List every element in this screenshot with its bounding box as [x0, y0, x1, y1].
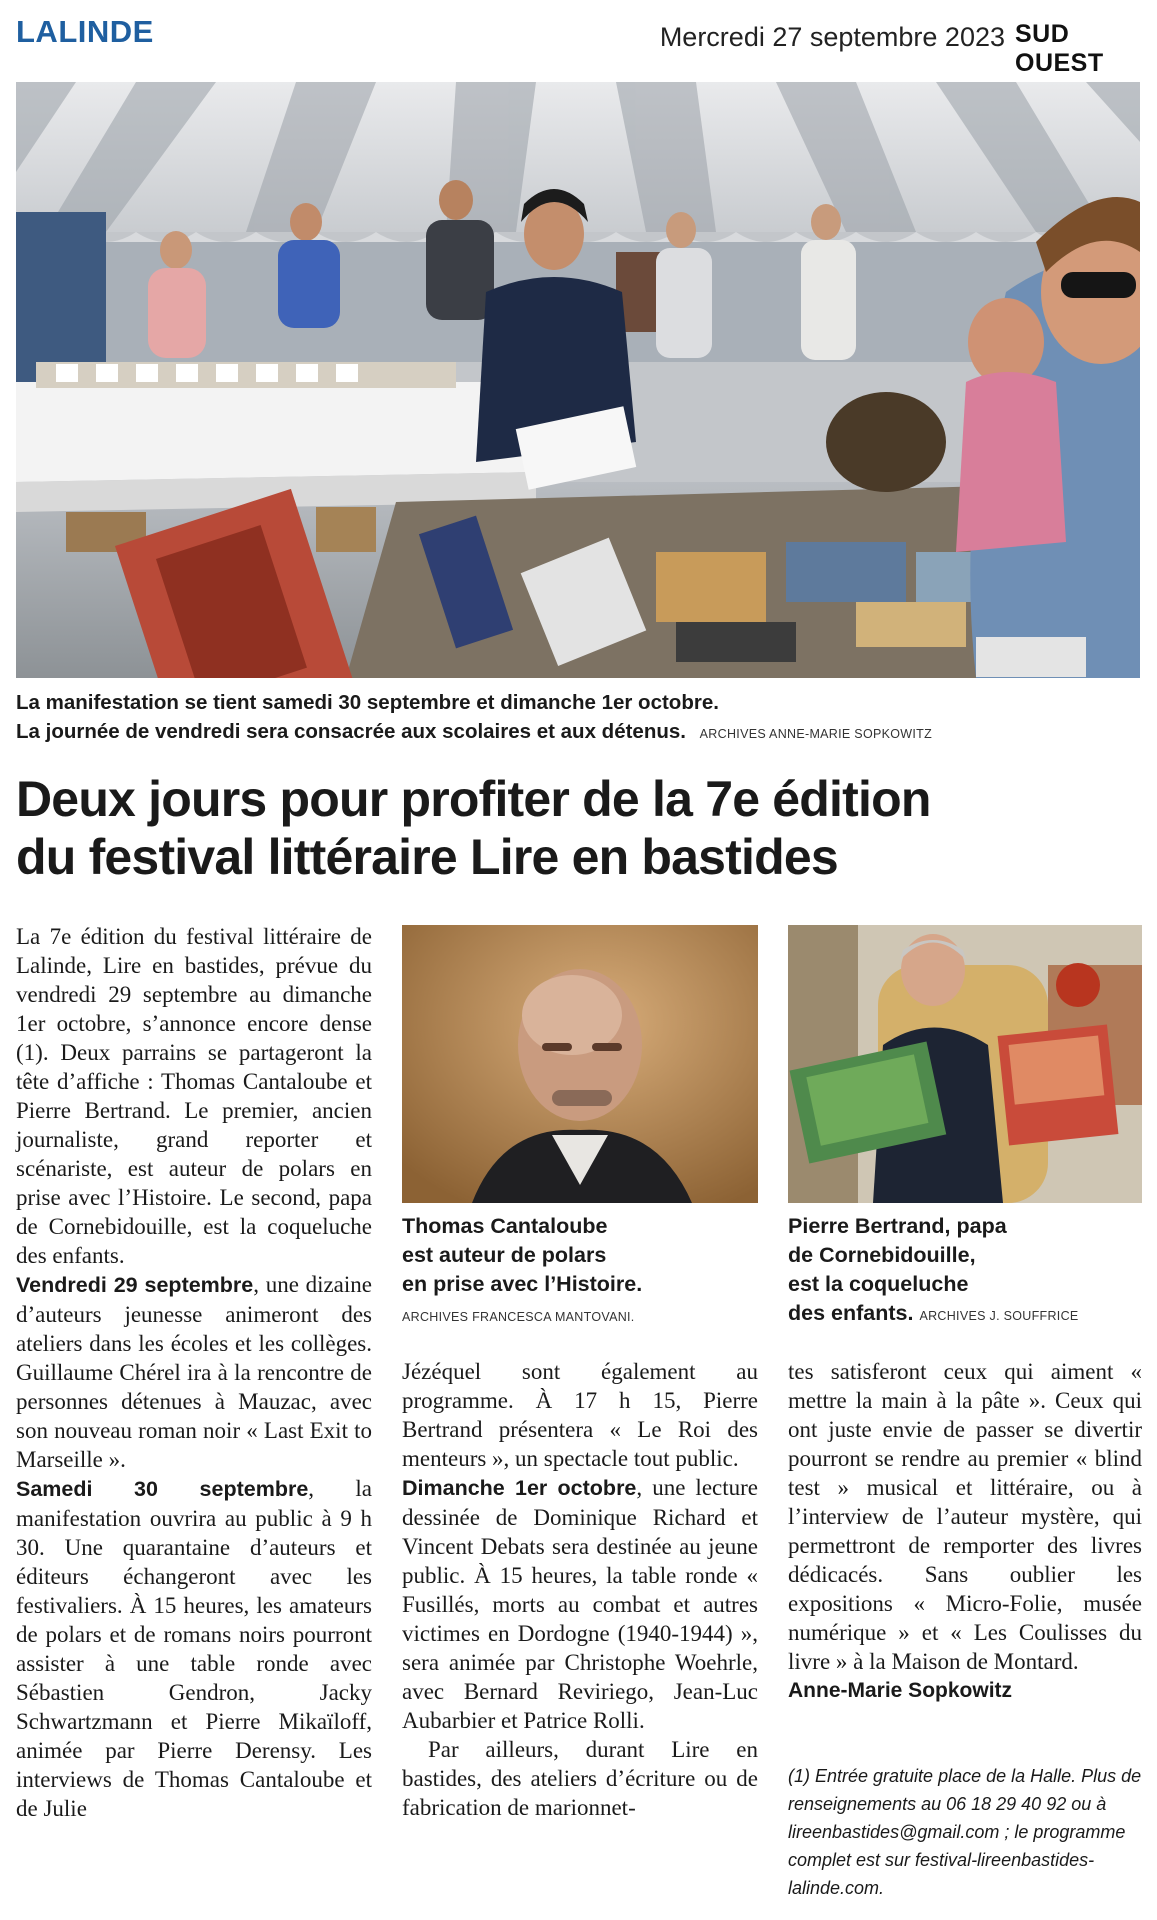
portrait2-caption-line-3: est la coqueluche	[788, 1272, 969, 1296]
section-title: LALINDE	[16, 14, 154, 49]
headline-line-1: Deux jours pour profiter de la 7e édition	[16, 771, 931, 827]
main-photo	[16, 82, 1140, 678]
column1-paragraph-2	[16, 1270, 372, 1474]
portrait1-caption-line-3: en prise avec l’Histoire.	[402, 1272, 643, 1296]
headline-line-2: du festival littéraire Lire en bastides	[16, 829, 838, 885]
article-column-2	[402, 1357, 758, 1822]
portrait2-caption	[788, 1212, 1142, 1331]
column2-paragraph-2	[402, 1473, 758, 1735]
column1-text-friday: , une dizaine d’auteurs jeunesse animeront des ateliers dans les écoles et les collèges. Guillaume Chérel ira à la rencontre de personnes détenues à Mauzac, avec son nouveau roman noir « Last Exit to Marseille ».	[16, 1272, 372, 1472]
article-footnote: (1) Entrée gratuite place de la Halle. Plus de renseignements au 06 18 29 40 92 ou à lireenbastides@gmail.com ; le programme complet est sur festival-lireenbastides-lalinde.com.	[788, 1766, 1142, 1898]
column2-lead-sunday: Dimanche 1er octobre	[402, 1476, 637, 1500]
column2-text-sunday: , une lecture dessinée de Dominique Richard et Vincent Debats sera destinée au jeune public. À 15 heures, la table ronde « Fusillés, morts au combat et autres victimes en Dordogne (1940-1944) », sera animée par Christophe Woehrle, avec Bernard Reviriego, Jean-Luc Aubarbier et Patrice Rolli.	[402, 1475, 758, 1733]
main-photo-caption-line-2	[16, 717, 932, 749]
column1-paragraph-3	[16, 1474, 372, 1823]
article-column-3	[788, 1357, 1142, 1705]
main-photo-credit: ARCHIVES ANNE-MARIE SOPKOWITZ	[699, 727, 933, 741]
portrait-thomas-cantaloube	[402, 925, 758, 1203]
portrait2-credit: ARCHIVES J. SOUFFRICE	[919, 1309, 1079, 1323]
column1-lead-saturday: Samedi 30 septembre	[16, 1477, 309, 1501]
portrait-pierre-bertrand	[788, 925, 1142, 1203]
issue-date: Mercredi 27 septembre 2023	[659, 22, 1005, 52]
article-column-1	[16, 922, 372, 1823]
portrait2-caption-line-2: de Cornebidouille,	[788, 1243, 976, 1267]
main-photo-caption-line-1: La manifestation se tient samedi 30 septembre et dimanche 1er octobre.	[16, 691, 719, 714]
portrait1-caption-line-2: est auteur de polars	[402, 1243, 607, 1267]
column1-paragraph-1: La 7e édition du festival littéraire de Lalinde, Lire en bastides, prévue du vendredi 29 septembre au dimanche 1er octobre, s’annonce encore dense (1). Deux parrains se partageront la tête d’affiche : Thomas Cantaloube et Pierre Bertrand. Le premier, ancien journaliste, grand reporter et scénariste, est auteur de polars en prise avec l’Histoire. Le second, papa de Cornebidouille, est la coqueluche des enfants.	[16, 924, 372, 1268]
column3-paragraph-1: tes satisferont ceux qui aiment « mettre la main à la pâte ». Ceux qui ont juste envie de passer se divertir pourront se rendre au premier « blind test » musical et littéraire, ou à l’interview de l’auteur mystère, qui permettront de remporter des livres dédicacés. Sans oublier les expositions « Micro-Folie, musée numérique » et « Les Coulisses du livre » à la Maison de Montard.	[788, 1359, 1142, 1674]
portrait2-caption-line-1: Pierre Bertrand, papa	[788, 1214, 1007, 1238]
column1-lead-friday: Vendredi 29 septembre	[16, 1273, 254, 1297]
portrait1-caption	[402, 1212, 758, 1299]
portrait1-credit: ARCHIVES FRANCESCA MANTOVANI.	[402, 1310, 635, 1324]
portrait1-caption-line-1: Thomas Cantaloube	[402, 1214, 608, 1238]
column2-paragraph-1: Jézéquel sont également au programme. À 17 h 15, Pierre Bertrand présentera « Le Roi des menteurs », un spectacle tout public.	[402, 1359, 758, 1471]
portrait2-caption-line-4	[788, 1299, 1142, 1331]
main-photo-caption-text: La journée de vendredi sera consacrée aux scolaires et aux détenus.	[16, 720, 686, 743]
newspaper-name: SUD OUEST	[1015, 20, 1104, 77]
headline	[16, 770, 1136, 886]
article-author: Anne-Marie Sopkowitz	[788, 1679, 1013, 1702]
portrait2-caption-text: des enfants.	[788, 1301, 914, 1325]
column2-paragraph-3: Par ailleurs, durant Lire en bastides, des ateliers d’écriture ou de fabrication de marionnet-	[402, 1737, 758, 1820]
column1-text-saturday: , la manifestation ouvrira au public à 9 h 30. Une quarantaine d’auteurs et éditeurs échangeront avec les festivaliers. À 15 heures, les amateurs de polars et de romans noirs pourront assister à une table ronde avec Sébastien Gendron, Jacky Schwartzmann et Pierre Mikaïloff, animée par Pierre Derensy. Les interviews de Thomas Cantaloube et de Julie	[16, 1476, 372, 1821]
